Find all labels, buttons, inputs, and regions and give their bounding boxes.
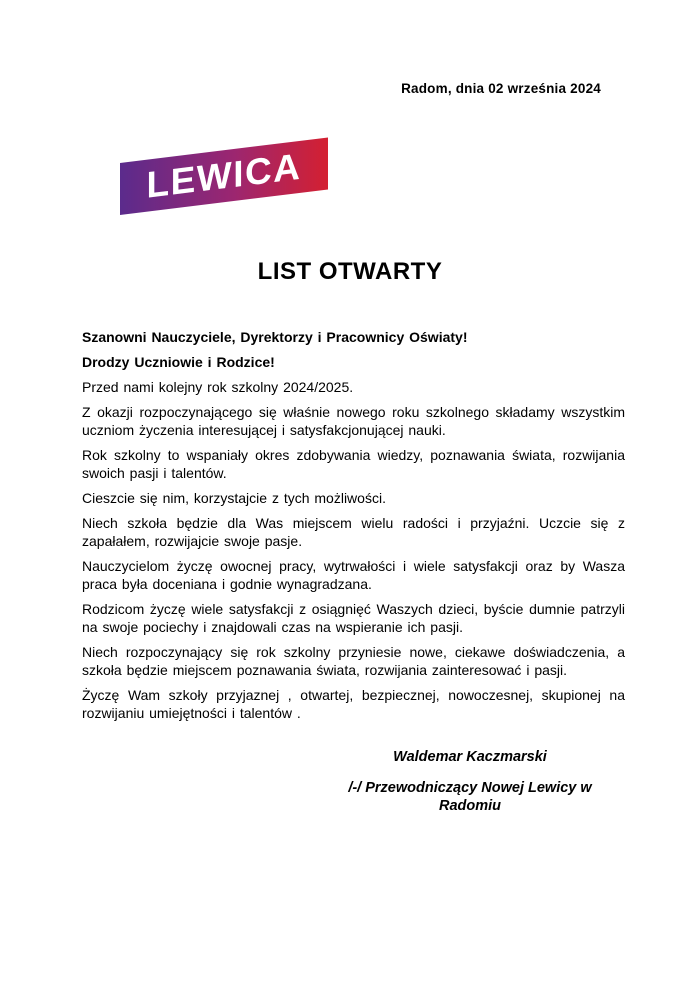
date-line: Radom, dnia 02 września 2024: [401, 81, 601, 96]
letter-paragraph: Niech rozpoczynający się rok szkolny przyniesie nowe, ciekawe doświadczenia, a szkoła będzie miejscem poznawania świata, rozwijania zainteresować i pasji.: [82, 644, 625, 678]
letter-paragraph: Nauczycielom życzę owocnej pracy, wytrwałości i wiele satysfakcji oraz by Wasza praca była doceniana i godnie wynagradzana.: [82, 558, 625, 592]
letter-salutation: Szanowni Nauczyciele, Dyrektorzy i Pracownicy Oświaty!: [82, 329, 468, 345]
letter-salutation: Drodzy Uczniowie i Rodzice!: [82, 354, 275, 370]
letter-paragraph: Rodzicom życzę wiele satysfakcji z osiągnięć Waszych dzieci, byście dumnie patrzyli na swoje pociechy i znajdowali czas na wspieranie ich pasji.: [82, 601, 625, 635]
letter-paragraph: Z okazji rozpoczynającego się właśnie nowego roku szkolnego składamy wszystkim uczniom życzenia interesującej i satysfakcjonującej nauki.: [82, 404, 625, 438]
letter-paragraph: Cieszcie się nim, korzystajcie z tych możliwości.: [82, 490, 386, 506]
letter-paragraph: Rok szkolny to wspaniały okres zdobywania wiedzy, poznawania świata, rozwijania swoich pasji i talentów.: [82, 447, 625, 481]
letter-paragraph: Życzę Wam szkoły przyjaznej , otwartej, bezpiecznej, nowoczesnej, skupionej na rozwijaniu umiejętności i talentów .: [82, 687, 625, 721]
lewica-logo-text: LEWICA: [146, 145, 302, 206]
letter-paragraph: Niech szkoła będzie dla Was miejscem wielu radości i przyjaźni. Uczcie się z zapałałem, rozwijajcie swoje pasje.: [82, 515, 625, 549]
signature-role: /-/ Przewodniczący Nowej Lewicy w Radomiu: [348, 780, 592, 814]
signature-block: [322, 748, 618, 815]
page-title: LIST OTWARTY: [257, 258, 443, 285]
letter-paragraph: Przed nami kolejny rok szkolny 2024/2025.: [82, 379, 354, 395]
signature-name: Waldemar Kaczmarski: [393, 749, 547, 765]
letter-body: [82, 328, 625, 729]
lewica-logo: [120, 137, 328, 215]
